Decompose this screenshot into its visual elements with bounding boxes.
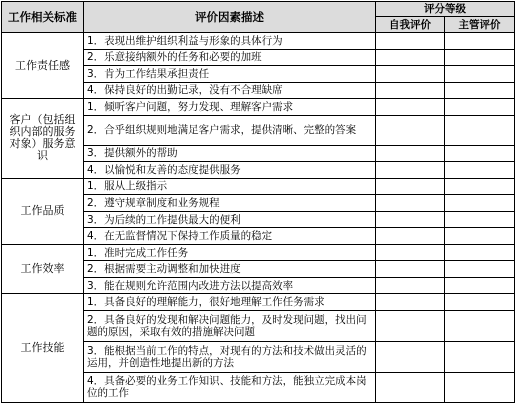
- criterion-cell: 1．倾听客户问题，努力发现、理解客户需求: [84, 99, 376, 116]
- criterion-cell: 1．准时完成工作任务: [84, 244, 376, 261]
- supervisor-score-cell[interactable]: [445, 310, 515, 341]
- criterion-cell: 1．服从上级指示: [84, 178, 376, 195]
- supervisor-score-cell[interactable]: [445, 244, 515, 261]
- self-score-cell[interactable]: [376, 195, 445, 212]
- criterion-cell: 3．能在规则允许范围内改进方法以提高效率: [84, 277, 376, 294]
- table-row: [2, 33, 515, 50]
- category-cell: 工作责任感: [2, 33, 84, 99]
- criterion-cell: 1．具备良好的理解能力，很好地理解工作任务需求: [84, 294, 376, 311]
- criterion-cell: 4．保持良好的出勤记录，没有不合理缺席: [84, 82, 376, 99]
- supervisor-score-cell[interactable]: [445, 211, 515, 228]
- criterion-cell: 2．根据需要主动调整和加快进度: [84, 261, 376, 278]
- table-row: [2, 244, 515, 261]
- criterion-cell: 3．肯为工作结果承担责任: [84, 66, 376, 83]
- self-score-cell[interactable]: [376, 33, 445, 50]
- criterion-cell: 4．具备必要的业务工作知识、技能和方法，能独立完成本岗位的工作: [84, 372, 376, 402]
- supervisor-score-cell[interactable]: [445, 178, 515, 195]
- self-score-cell[interactable]: [376, 261, 445, 278]
- header-self-evaluation: 自我评价: [376, 17, 445, 33]
- self-score-cell[interactable]: [376, 66, 445, 83]
- criterion-cell: 3．为后续的工作提供最大的便利: [84, 211, 376, 228]
- category-cell: 工作技能: [2, 294, 84, 403]
- criterion-cell: 4．以愉悦和友善的态度提供服务: [84, 162, 376, 179]
- criterion-cell: 1．表现出维护组织利益与形象的具体行为: [84, 33, 376, 50]
- self-score-cell[interactable]: [376, 145, 445, 162]
- supervisor-score-cell[interactable]: [445, 228, 515, 245]
- self-score-cell[interactable]: [376, 99, 445, 116]
- self-score-cell[interactable]: [376, 294, 445, 311]
- self-score-cell[interactable]: [376, 49, 445, 66]
- criterion-cell: 3．提供额外的帮助: [84, 145, 376, 162]
- criterion-cell: 2．合乎组织规则地满足客户需求，提供清晰、完整的答案: [84, 115, 376, 145]
- supervisor-score-cell[interactable]: [445, 115, 515, 145]
- header-rating: 评分等级: [376, 2, 515, 17]
- criterion-cell: 2．遵守规章制度和业务规程: [84, 195, 376, 212]
- header-supervisor-evaluation: 主管评价: [445, 17, 515, 33]
- self-score-cell[interactable]: [376, 341, 445, 372]
- self-score-cell[interactable]: [376, 162, 445, 179]
- supervisor-score-cell[interactable]: [445, 66, 515, 83]
- supervisor-score-cell[interactable]: [445, 99, 515, 116]
- supervisor-score-cell[interactable]: [445, 372, 515, 402]
- supervisor-score-cell[interactable]: [445, 145, 515, 162]
- table-row: [2, 294, 515, 311]
- self-score-cell[interactable]: [376, 228, 445, 245]
- criterion-cell: 3．能根据当前工作的特点，对现有的方法和技术做出灵活的运用，并创造性地提出新的方法: [84, 341, 376, 372]
- table-body: [2, 33, 515, 403]
- criterion-cell: 2．具备良好的发现和解决问题能力，及时发现问题，找出问题的原因，采取有效的措施解决问题: [84, 310, 376, 341]
- category-cell: 工作效率: [2, 244, 84, 294]
- criterion-cell: 4．在无监督情况下保持工作质量的稳定: [84, 228, 376, 245]
- self-score-cell[interactable]: [376, 211, 445, 228]
- supervisor-score-cell[interactable]: [445, 195, 515, 212]
- header-standard: 工作相关标准: [2, 2, 84, 33]
- supervisor-score-cell[interactable]: [445, 294, 515, 311]
- category-cell: 工作品质: [2, 178, 84, 244]
- self-score-cell[interactable]: [376, 82, 445, 99]
- supervisor-score-cell[interactable]: [445, 33, 515, 50]
- evaluation-table: [1, 1, 515, 403]
- self-score-cell[interactable]: [376, 372, 445, 402]
- supervisor-score-cell[interactable]: [445, 162, 515, 179]
- supervisor-score-cell[interactable]: [445, 49, 515, 66]
- category-cell: 客户（包括组织内部的服务对象）服务意识: [2, 99, 84, 179]
- self-score-cell[interactable]: [376, 244, 445, 261]
- table-header: [2, 2, 515, 33]
- supervisor-score-cell[interactable]: [445, 341, 515, 372]
- supervisor-score-cell[interactable]: [445, 261, 515, 278]
- supervisor-score-cell[interactable]: [445, 277, 515, 294]
- header-description: 评价因素描述: [84, 2, 376, 33]
- supervisor-score-cell[interactable]: [445, 82, 515, 99]
- self-score-cell[interactable]: [376, 310, 445, 341]
- table-row: [2, 99, 515, 116]
- self-score-cell[interactable]: [376, 115, 445, 145]
- table-row: [2, 178, 515, 195]
- criterion-cell: 2．乐意接纳额外的任务和必要的加班: [84, 49, 376, 66]
- self-score-cell[interactable]: [376, 178, 445, 195]
- self-score-cell[interactable]: [376, 277, 445, 294]
